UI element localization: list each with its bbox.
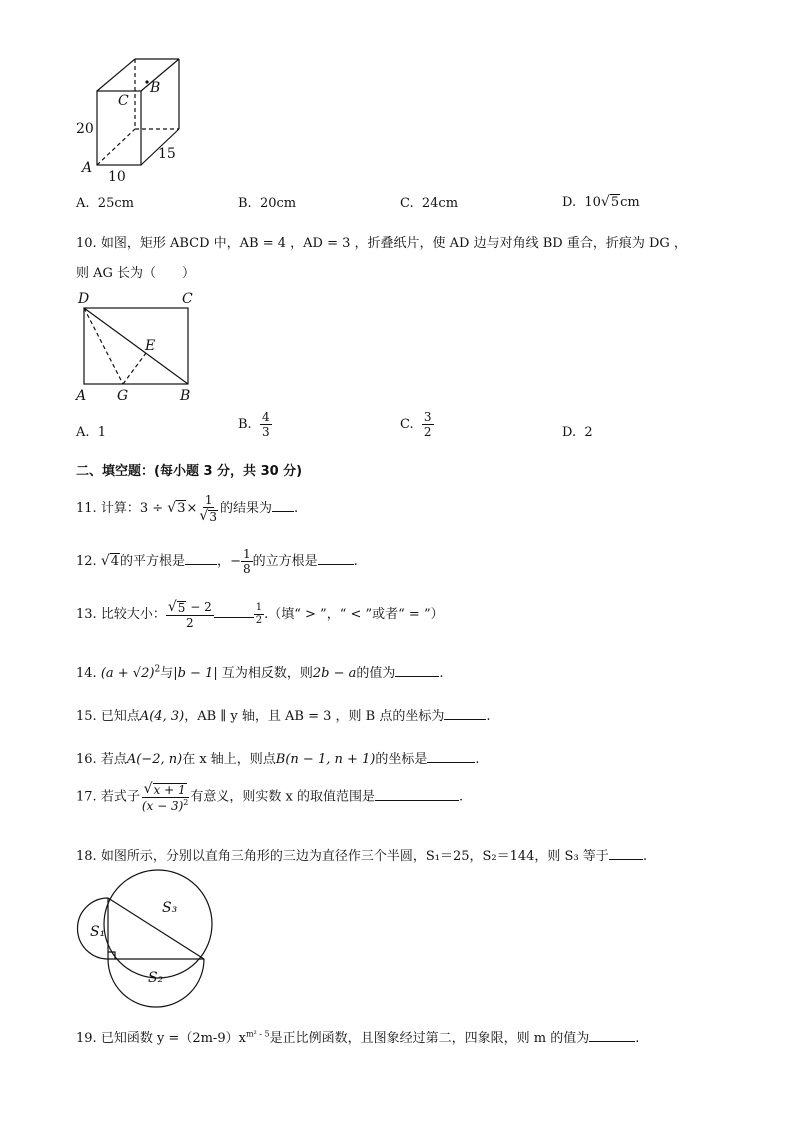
q19: 19. 已知函数 $y =(2m-9)x^{m^2 - 5}$是正比例函数，且图象经过第二，四象限，则 m 的值为 . [76, 1029, 640, 1046]
q12: 12. √ 4 的平方根是 ，− $\frac{1}{8}$ 的立方根是 . [76, 547, 358, 576]
q9-label-15: 15 [158, 146, 176, 162]
q11: 11. 计算：3 ÷ √ 3 × 1 √ 3 的结果为 . [76, 493, 299, 524]
q12-answer-blank-2[interactable] [318, 552, 354, 565]
q16-answer-blank[interactable] [427, 750, 475, 763]
q10-stem-line1: 10. 如图，矩形 ABCD 中，AB = 4 ，AD = 3 ，折叠纸片，使 AD 边与对角线 BD 重合，折痕为 DG ， [76, 236, 687, 251]
q10-stem-line2: 则 AG 长为（ ） [76, 266, 196, 281]
q9-option-c[interactable]: C. 24cm [400, 196, 459, 211]
q10-label-g: G [117, 388, 129, 404]
q19-answer-blank[interactable] [589, 1029, 635, 1042]
q10-option-c[interactable]: C. $\frac{3}{2}$ [400, 410, 432, 439]
q9-option-a[interactable]: A. 25cm [76, 196, 134, 211]
q9-box-figure [70, 55, 200, 185]
q13: 13. 比较大小： √ 5 − 2 2 $\frac{1}{2}$ .（填“ > ”，“ < ”或者“ = ”） [76, 599, 444, 630]
q9-label-c: C [118, 93, 129, 109]
q10-label-b: B [180, 388, 191, 404]
q11-answer-blank[interactable] [272, 499, 294, 512]
q12-answer-blank-1[interactable] [185, 552, 217, 565]
q18-label-s2: S₂ [148, 970, 164, 986]
q10-option-a[interactable]: A. 1 [76, 425, 107, 440]
q15: 15. 已知点A(4, 3)，AB ∥ y 轴，且 AB = 3 ，则 B 点的坐标为 . [76, 709, 491, 724]
q15-answer-blank[interactable] [444, 707, 486, 720]
q16: 16. 若点A(−2, n)在 x 轴上，则点B(n − 1, n + 1)的坐标是 . [76, 752, 480, 767]
q10-label-e: E [145, 338, 156, 354]
q18-label-s3: S₃ [162, 900, 178, 916]
q17: 17. 若式子 √ x + 1 $(x - 3)^2$ 有意义，则实数 x 的取值范围是 . [76, 781, 464, 813]
q9-label-10: 10 [108, 169, 126, 185]
q18-answer-blank[interactable] [609, 847, 643, 860]
q14: 14. $(a + √2)^2$与|b − 1| 互为相反数，则2b − a的值为 . [76, 664, 444, 681]
q9-option-b[interactable]: B. 20cm [238, 196, 297, 211]
q17-answer-blank[interactable] [375, 788, 459, 801]
q9-label-20: 20 [76, 121, 94, 137]
q13-answer-blank[interactable] [214, 605, 254, 618]
q14-answer-blank[interactable] [395, 664, 439, 677]
section-heading: 二、填空题：(每小题 3 分，共 30 分) [76, 464, 303, 479]
q18-label-s1: S₁ [90, 924, 106, 940]
q10-label-a: A [76, 388, 87, 404]
q10-label-d: D [78, 291, 90, 307]
q10-label-c: C [182, 291, 193, 307]
q9-label-b: B [150, 80, 161, 96]
q10-option-d[interactable]: D. 2 [562, 425, 593, 440]
q10-rect-figure [72, 288, 202, 406]
q9-option-d[interactable]: D. 10 √ 5 cm [562, 194, 640, 210]
q9-label-a: A [82, 160, 93, 176]
q10-option-b[interactable]: B. $\frac{4}{3}$ [238, 410, 270, 439]
q18: 18. 如图所示，分别以直角三角形的三边为直径作三个半圆，S₁＝25，S₂＝144，则 S₃ 等于 . [76, 849, 647, 864]
q18-semicircles-figure [72, 866, 222, 1012]
